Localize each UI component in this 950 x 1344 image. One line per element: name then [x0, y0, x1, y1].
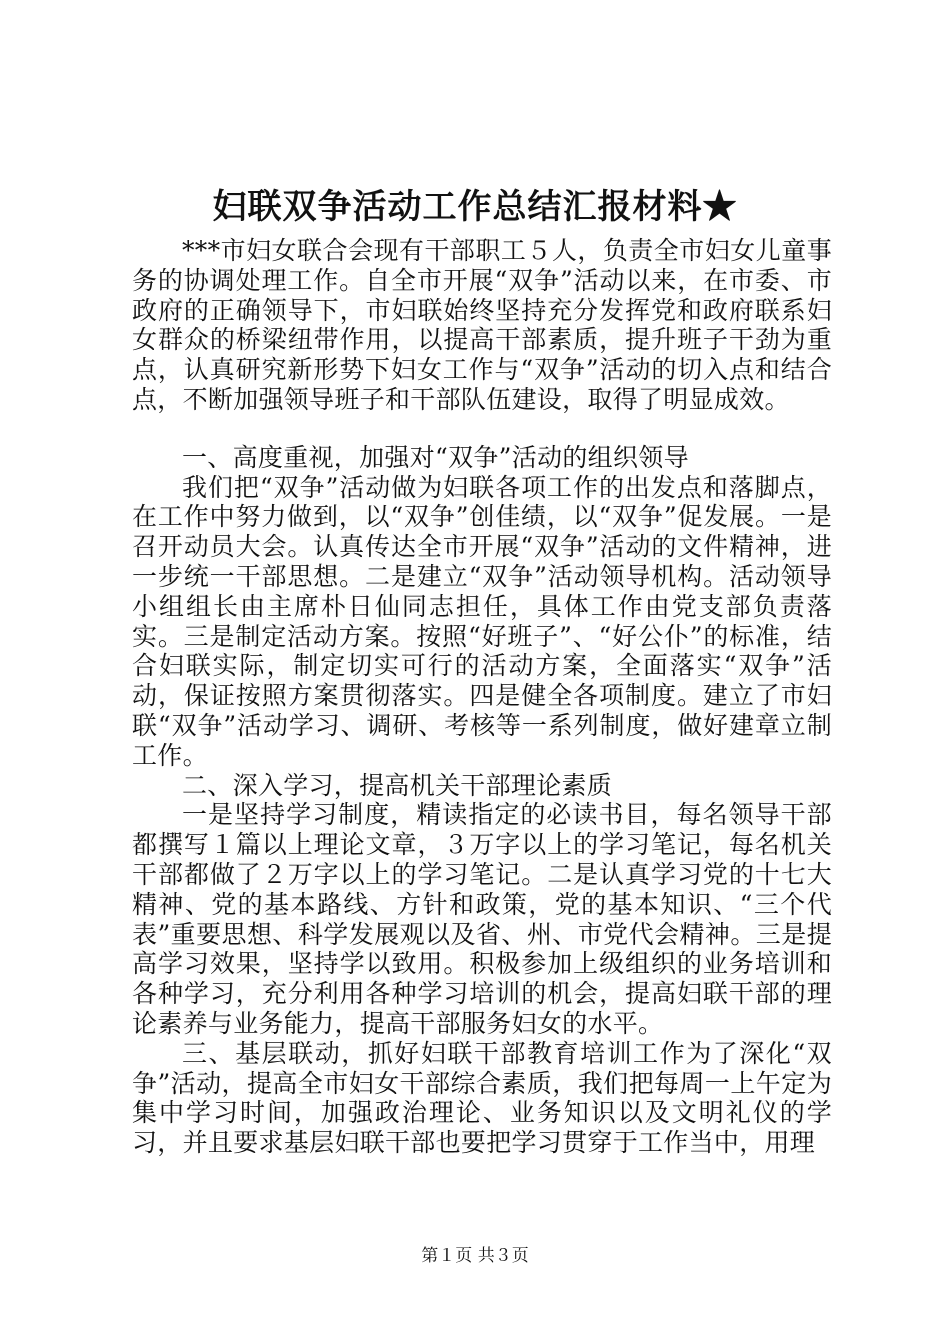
section-heading-2: 二、深入学习，提高机关干部理论素质: [182, 770, 613, 800]
document-title: 妇联双争活动工作总结汇报材料★: [212, 187, 738, 227]
section-2-paragraph: 一是坚持学习制度，精读指定的必读书目，每名领导干部都撰写１篇以上理论文章，３万字以上的学习笔记，每名机关干部都做了２万字以上的学习笔记。二是认真学习党的十七大精神、党的基本路线、方针和政策，党的基本知识、“三个代表”重要思想、科学发展观以及省、州、市党代会精神。三是提高学习效果，坚持学以致用。积极参加上级组织的业务培训和各种学习，充分利用各种学习培训的机会，提高妇联干部的理论素养与业务能力，提高干部服务妇女的水平。: [132, 800, 832, 1038]
section-3-paragraph: 三、基层联动，抓好妇联干部教育培训工作为了深化“双争”活动，提高全市妇女干部综合素质，我们把每周一上午定为集中学习时间，加强政治理论、业务知识以及文明礼仪的学习，并且要求基层妇联干部也要把学习贯穿于工作当中，用理: [132, 1038, 832, 1158]
section-1-paragraph: 我们把“双争”活动做为妇联各项工作的出发点和落脚点，在工作中努力做到，以“双争”创佳绩，以“双争”促发展。一是召开动员大会。认真传达全市开展“双争”活动的文件精神，进一步统一干部思想。二是建立“双争”活动领导机构。活动领导小组组长由主席朴日仙同志担任，具体工作由党支部负责落实。三是制定活动方案。按照“好班子”、“好公仆”的标准，结合妇联实际，制定切实可行的活动方案，全面落实“双争”活动，保证按照方案贯彻落实。四是健全各项制度。建立了市妇联“双争”活动学习、调研、考核等一系列制度，做好建章立制工作。: [132, 472, 832, 770]
document-body: [132, 236, 832, 1158]
page-footer: 第１页 共３页: [421, 1246, 529, 1266]
section-heading-1: 一、高度重视，加强对“双争”活动的组织领导: [182, 442, 689, 472]
intro-paragraph: ***市妇女联合会现有干部职工５人，负责全市妇女儿童事务的协调处理工作。自全市开展“双争”活动以来，在市委、市政府的正确领导下，市妇联始终坚持充分发挥党和政府联系妇女群众的桥梁纽带作用，以提高干部素质，提升班子干劲为重点，认真研究新形势下妇女工作与“双争”活动的切入点和结合点，不断加强领导班子和干部队伍建设，取得了明显成效。: [132, 236, 832, 414]
